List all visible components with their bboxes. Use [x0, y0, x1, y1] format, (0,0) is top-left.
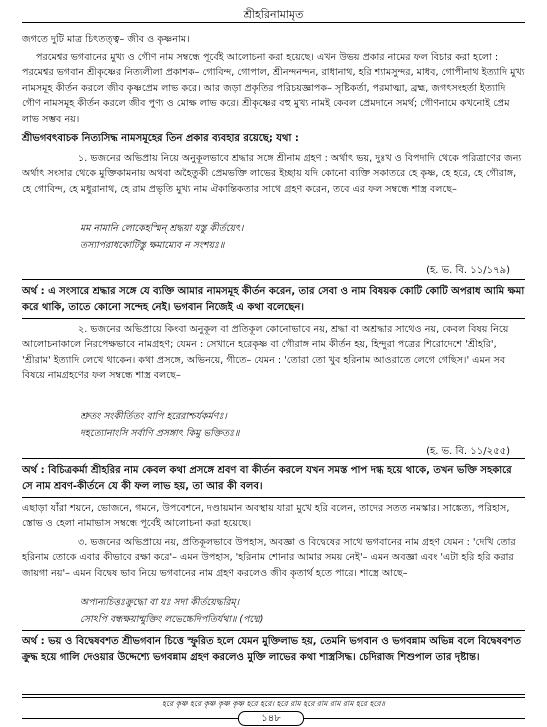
sanskrit-verse-3: অপ্যন্যচিত্তঃক্রুদ্ধো বা যঃ সদা কীর্তয়েদ্ধরিম্। সোঽপি বন্ধক্ষয়ান্মুক্তিং লভেচ্চেদিপতির্যথা॥ (পদ্মে) [80, 597, 264, 625]
footer-rule [22, 694, 525, 695]
verse-reference-1: (হ. ভ. বি. ১১/১৭৯) [426, 265, 510, 276]
paragraph-usage-2: ২. ভজনের অভিপ্রায়ে কিংবা অনুকূল বা প্রতিকূল কোনোভাবে নয়, শ্রদ্ধা বা অশ্রদ্ধার সাথেও নয়, কেবল বিষয় নিয়ে আলোচনাকালে নিরপেক্ষভাবে নামগ্রহণ; যেমন : সেখানে হরেকৃষ্ণ বা গৌরাঙ্গ নাম কীর্তন হয়, হিন্দুরা পত্রের শিরোদেশে 'শ্রীহরি', 'শ্রীরাম' ইত্যাদি লেখে থাকেন। কথা প্রসঙ্গে, অভিনয়ে, গীতে– যেমন : 'তোরা তো খুব হরিনাম আওরাতে লেগে গেছিস।' এমন সব বিষয়ে নামগ্রহণের ফল সম্বন্ধে শাস্ত্র বলছে– [22, 324, 512, 382]
intro-line: জগতে দুটি মাত্র চিৎতত্ত্ব– জীব ও কৃষ্ণনাম। [22, 34, 190, 45]
meaning-3: অর্থ : ভয় ও বিদ্বেষবশত শ্রীভগবান চিত্তে স্ফুরিত হলে যেমন মুক্তিলাভ হয়, তেমনি ভগবান ও ভগবন্নাম অভিন্ন বলে বিদ্বেষবশত ক্রুদ্ধ হয়ে গালি দেওয়ার উদ্দেশ্যে ভগবন্নাম গ্রহণ করলেও মুক্তি লাভের কথা শাস্ত্রসিদ্ধ। চেদিরাজ শিশুপাল তার দৃষ্টান্ত। [22, 636, 525, 663]
running-header: শ্রীহরিনামামৃত [243, 8, 304, 21]
divider [22, 458, 525, 459]
footer-mantra: হরে কৃষ্ণ হরে কৃষ্ণ কৃষ্ণ কৃষ্ণ হরে হরে। হরে রাম হরে রাম রাম রাম হরে হরে॥ [162, 699, 385, 708]
divider [22, 630, 525, 631]
paragraph-namabhasa: এছাড়া যাঁরা শয়নে, ভোজনে, গমনে, উপবেশনে, দণ্ডায়মান অবস্থায় যারা মুখে হরি বলেন, তাদের সতত নমস্কার। সাঙ্কেত্য, পরিহাস, স্তোভ ও হেলা নামাভাস সম্বন্ধে পূর্বেই আলোচনা করা হয়েছে। [22, 503, 513, 530]
divider [22, 279, 525, 280]
verse-reference-2: (হ. ভ. বি. ১১/২৫৫) [426, 446, 510, 457]
section-heading: শ্রীভগবৎবাচক নিত্যসিদ্ধ নামসমূহের তিন প্রকার ব্যবহার রয়েছে; যথা : [22, 133, 299, 144]
page-number: ১৪৮ [238, 711, 304, 726]
header-rule [22, 22, 525, 23]
divider [22, 318, 525, 319]
sanskrit-verse-2: শ্রুতং সংকীর্তিতং বাপি হরেরাশ্চর্যকর্মণঃ। দহত্যোনাংসি সর্বাণি প্রসঙ্গাৎ কিমু ভক্তিতঃ॥ [80, 411, 240, 439]
paragraph-usage-1: ১. ভজনের অভিপ্রায় নিয়ে অনুকূলভাবে শ্রদ্ধার সঙ্গে শ্রীনাম গ্রহণ : অর্থাৎ ভয়, দুঃখ ও বিপদাদি থেকে পরিত্রাণের জন্য অর্থাৎ সংসার থেকে মুক্তিকামনায় অথবা অহৈতুকী প্রেমভক্তি লাভের ইচ্ছায় যদি কোনো ব্যক্তি সকাতরে হে কৃষ্ণ, হে হরে, হে গৌরাঙ্গ, হে গোবিন্দ, হে মধুরানাথ, হে রাম প্রভৃতি মুখ্য নাম ঐকান্তিকতার সাথে গ্রহণ করেন, তবে এর ফল সম্বন্ধে শাস্ত্র বলছে– [22, 153, 525, 195]
paragraph-name-results: পরমেশ্বর ভগবানের মুখ্য ও গৌণ নাম সম্বন্ধে পূর্বেই আলোচনা করা হয়েছে। এখন উভয় প্রকার নামের ফল বিচার করা হলো : পরমেশ্বর ভগবান শ্রীকৃষ্ণের নিত্যলীলা প্রকাশক– গোবিন্দ, গোপাল, শ্রীনন্দনন্দন, রাধানাথ, হরি শ্যামসুন্দর, মাধব, গোপীনাথ ইত্যাদি মুখ্য নামসমূহ কীর্তন করলে জীব কৃষ্ণপ্রেম লাভ করে। আর জড়া প্রকৃতির পরিচয়জ্ঞাপক– সৃষ্টিকর্তা, পরমাত্মা, ব্রহ্ম, জগৎসংহর্তা ইত্যাদি গৌণ নামসমূহ কীর্তন করলে জীব পুণ্য ও মোক্ষ লাভ করে। শ্রীকৃষ্ণের বহু মুখ্য নামই কেবল প্রেমদানে সমর্থ; গৌণনামে কখনোই প্রেম লাভ সম্ভব নয়। [22, 52, 528, 125]
meaning-2: অর্থ : বিচিত্রকর্মা শ্রীহরির নাম কেবল কথা প্রসঙ্গে শ্রবণ বা কীর্তন করলে যখন সমস্ত পাপ দগ্ধ হয়ে থাকে, তখন ভক্তি সহকারে সে নাম শ্রবণ-কীর্তনে যে কী ফল লাভ হয়, তা আর কী বলব। [22, 465, 516, 492]
sanskrit-verse-1: মম নামানি লোকেহস্মিন্ শ্রদ্ধয়া যস্তু কীর্তয়েৎ। তস্যাপরাধকোটিস্তু ক্ষমাম্যেব ন সংশয়ঃ॥ [80, 223, 244, 251]
paragraph-usage-3: ৩. ভজনের অভিপ্রায়ে নয়, প্রতিকূলভাবে উপহাস, অবজ্ঞা ও বিদ্বেষের সাথে ভগবানের নাম গ্রহণ যেমন : 'দেখি তোর হরিনাম তোকে এবার কীভাবে রক্ষা করে'– এমন উপহাস, 'হরিনাম শোনার আমার সময় নেই'– এমন অবজ্ঞা এবং 'এটা হরি হরি করার জায়গা নয়'– এমন বিদ্বেষ ভাব নিয়ে ভগবানের নাম গ্রহণ করলেও জীব কৃতার্থ হতে পারে। শাস্ত্রে আছে– [22, 537, 519, 579]
divider [22, 497, 525, 498]
meaning-1: অর্থ : এ সংসারে শ্রদ্ধার সঙ্গে যে ব্যক্তি আমার নামসমূহ কীর্তন করেন, তার সেবা ও নাম বিষয়ক কোটি কোটি অপরাধ আমি ক্ষমা করে থাকি, তাতে কোনো সন্দেহ নেই। ভগবান নিজেই এ কথা বলেছেন। [22, 286, 528, 313]
